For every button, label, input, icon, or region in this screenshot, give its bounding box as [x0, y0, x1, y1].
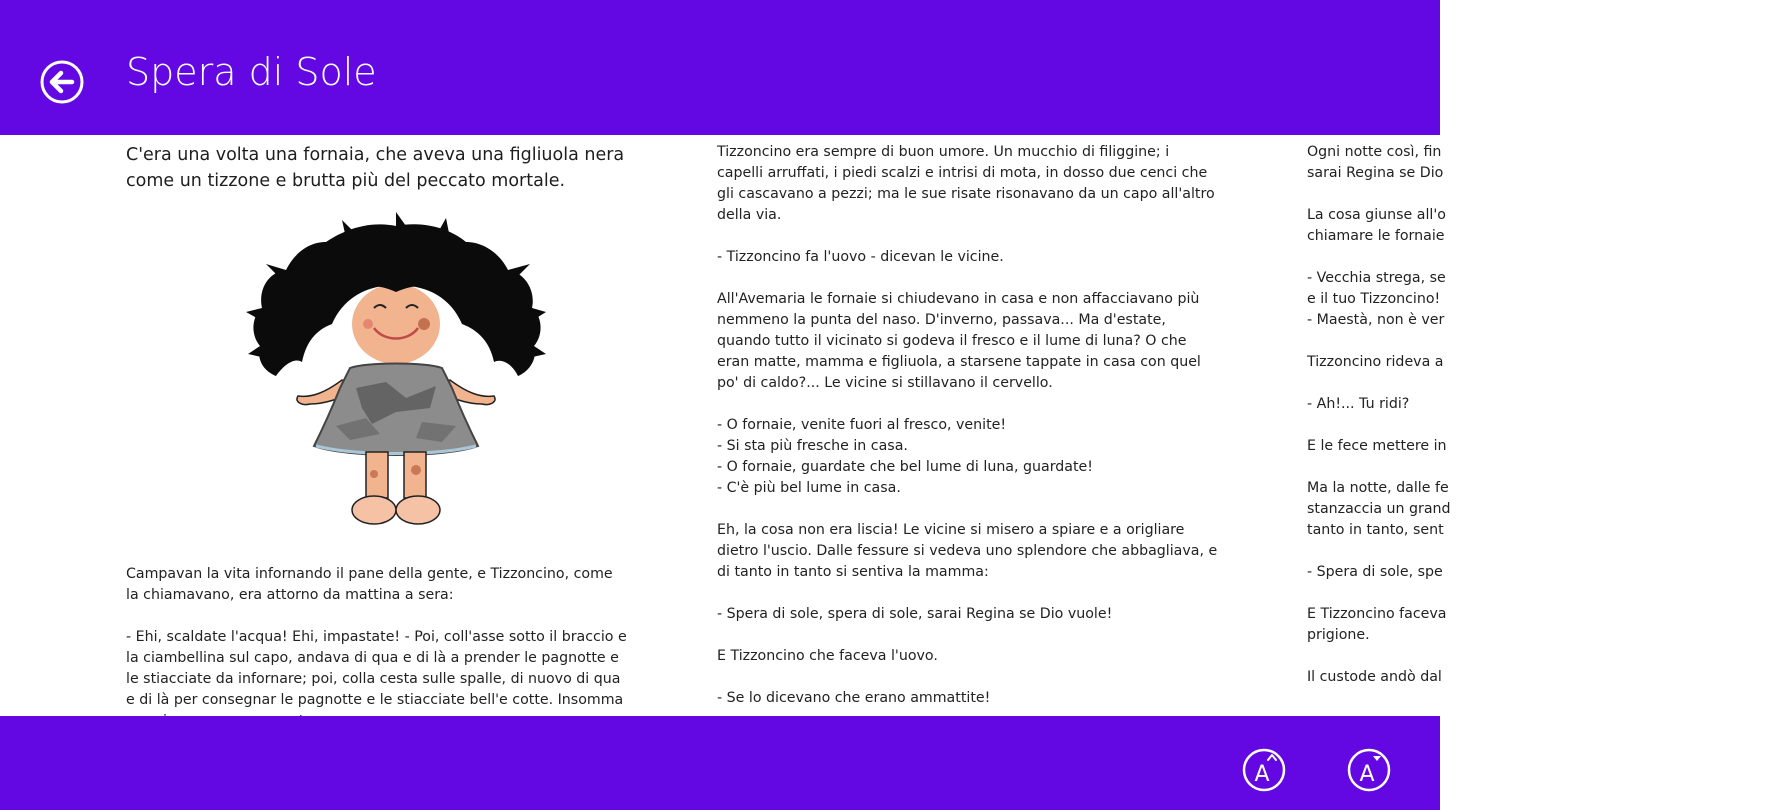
text-line: dietro l'uscio. Dalle fessure si vedeva uno splendore che abbagliava, e [717, 543, 1218, 559]
text-line: Il custode andò dal [1307, 669, 1442, 685]
bottom-app-bar [0, 716, 1440, 810]
text-line: - O fornaie, venite fuori al fresco, venite! [717, 417, 1007, 433]
text-line: nemmeno la punta del naso. D'inverno, passava... Ma d'estate, [717, 312, 1166, 328]
svg-text:A: A [1254, 762, 1270, 787]
text-line: stanzaccia un grand [1307, 501, 1451, 517]
text-line: - Spera di sole, spera di sole, sarai Regina se Dio vuole! [717, 606, 1113, 622]
svg-text:A: A [1359, 762, 1375, 787]
story-paragraph [1307, 562, 1792, 583]
text-line: Ogni notte così, fin [1307, 144, 1442, 160]
story-paragraph [1307, 667, 1792, 688]
text-line: E le fece mettere in [1307, 438, 1447, 454]
font-size-decrease-button[interactable] [1347, 748, 1391, 792]
lead-line: come un tizzone e brutta più del peccato mortale. [126, 171, 566, 191]
text-line: - Vecchia strega, se [1307, 270, 1446, 286]
story-paragraph [1307, 205, 1792, 247]
text-line: sarai Regina se Dio [1307, 165, 1444, 181]
text-line: la chiamavano, era attorno da mattina a sera: [126, 587, 454, 603]
story-paragraph [717, 142, 1215, 226]
story-paragraph [1307, 478, 1792, 541]
story-paragraph [717, 604, 1202, 625]
font-size-decrease-icon [1347, 748, 1391, 792]
story-paragraph [1307, 268, 1792, 331]
text-line: - Spera di sole, spe [1307, 564, 1443, 580]
story-paragraph [717, 415, 1202, 499]
text-line: quando tutto il vicinato si godeva il fresco e il lume di luna? O che [717, 333, 1187, 349]
text-line: - Tizzoncino fa l'uovo - dicevan le vicine. [717, 249, 1004, 265]
text-line: E Tizzoncino che faceva l'uovo. [717, 648, 938, 664]
text-line: eran matte, mamma e figliuola, a starsene tappate in casa con quel [717, 354, 1201, 370]
lead-line: C'era una volta una fornaia, che aveva una figliuola nera [126, 145, 625, 165]
text-line: - Ah!... Tu ridi? [1307, 396, 1410, 412]
text-line: chiamare le fornaie [1307, 228, 1445, 244]
text-line: della via. [717, 207, 782, 223]
text-column-2 [717, 142, 1218, 730]
story-paragraph [717, 247, 1202, 268]
text-line: e di là per consegnar le pagnotte e le stiacciate bell'e cotte. Insomma [126, 692, 624, 708]
text-line: - Ehi, scaldate l'acqua! Ehi, impastate! - Poi, coll'asse sotto il braccio e [126, 629, 627, 645]
text-line: la ciambellina sul capo, andava di qua e di là a prender le pagnotte e [126, 650, 619, 666]
text-line: gli cascavano a pezzi; ma le sue risate risonavano da un capo all'altro [717, 186, 1215, 202]
story-illustration [126, 212, 611, 542]
text-line: po' di caldo?... Le vicine si stillavano il cervello. [717, 375, 1053, 391]
story-paragraph [1307, 436, 1792, 457]
text-line: tanto in tanto, sent [1307, 522, 1444, 538]
story-paragraph [1307, 352, 1792, 373]
story-paragraph [1307, 394, 1792, 415]
page-title: Spera di Sole [126, 50, 377, 94]
font-size-increase-button[interactable] [1242, 748, 1286, 792]
story-paragraph [717, 289, 1202, 394]
reading-area[interactable] [0, 135, 1451, 716]
text-line: All'Avemaria le fornaie si chiudevano in casa e non affacciavano più [717, 291, 1200, 307]
font-size-increase-icon [1242, 748, 1286, 792]
text-line: Campavan la vita infornando il pane della gente, e Tizzoncino, come [126, 566, 613, 582]
story-paragraph [717, 688, 1202, 709]
text-line: E Tizzoncino faceva [1307, 606, 1447, 622]
text-line: - Maestà, non è ver [1307, 312, 1445, 328]
header-bar [0, 0, 1440, 135]
story-paragraph [126, 564, 611, 606]
girl-illustration [246, 212, 546, 542]
text-column-3 [1307, 142, 1792, 709]
text-line: di tanto in tanto si sentiva la mamma: [717, 564, 989, 580]
text-column-1 [126, 142, 627, 753]
back-arrow-circle-icon [40, 60, 84, 104]
text-line: Tizzoncino era sempre di buon umore. Un mucchio di filiggine; i [717, 144, 1170, 160]
text-line: - Se lo dicevano che erano ammattite! [717, 690, 991, 706]
text-line: capelli arruffati, i piedi scalzi e intrisi di mota, in dosso due cenci che [717, 165, 1208, 181]
story-paragraph [1307, 142, 1792, 184]
text-line: Eh, la cosa non era liscia! Le vicine si misero a spiare e a origliare [717, 522, 1185, 538]
text-line: le stiacciate da infornare; poi, colla cesta sulle spalle, di nuovo di qua [126, 671, 621, 687]
text-line: - Si sta più fresche in casa. [717, 438, 908, 454]
back-button[interactable] [40, 60, 84, 104]
text-line: - C'è più bel lume in casa. [717, 480, 901, 496]
text-line: La cosa giunse all'o [1307, 207, 1446, 223]
text-line: e il tuo Tizzoncino! [1307, 291, 1441, 307]
text-line: prigione. [1307, 627, 1370, 643]
story-paragraph [717, 646, 1202, 667]
lead-paragraph [126, 142, 625, 194]
text-line: - O fornaie, guardate che bel lume di luna, guardate! [717, 459, 1093, 475]
story-paragraph [717, 520, 1218, 583]
text-line: Ma la notte, dalle fe [1307, 480, 1449, 496]
story-paragraph [1307, 604, 1792, 646]
text-line: Tizzoncino rideva a [1307, 354, 1444, 370]
